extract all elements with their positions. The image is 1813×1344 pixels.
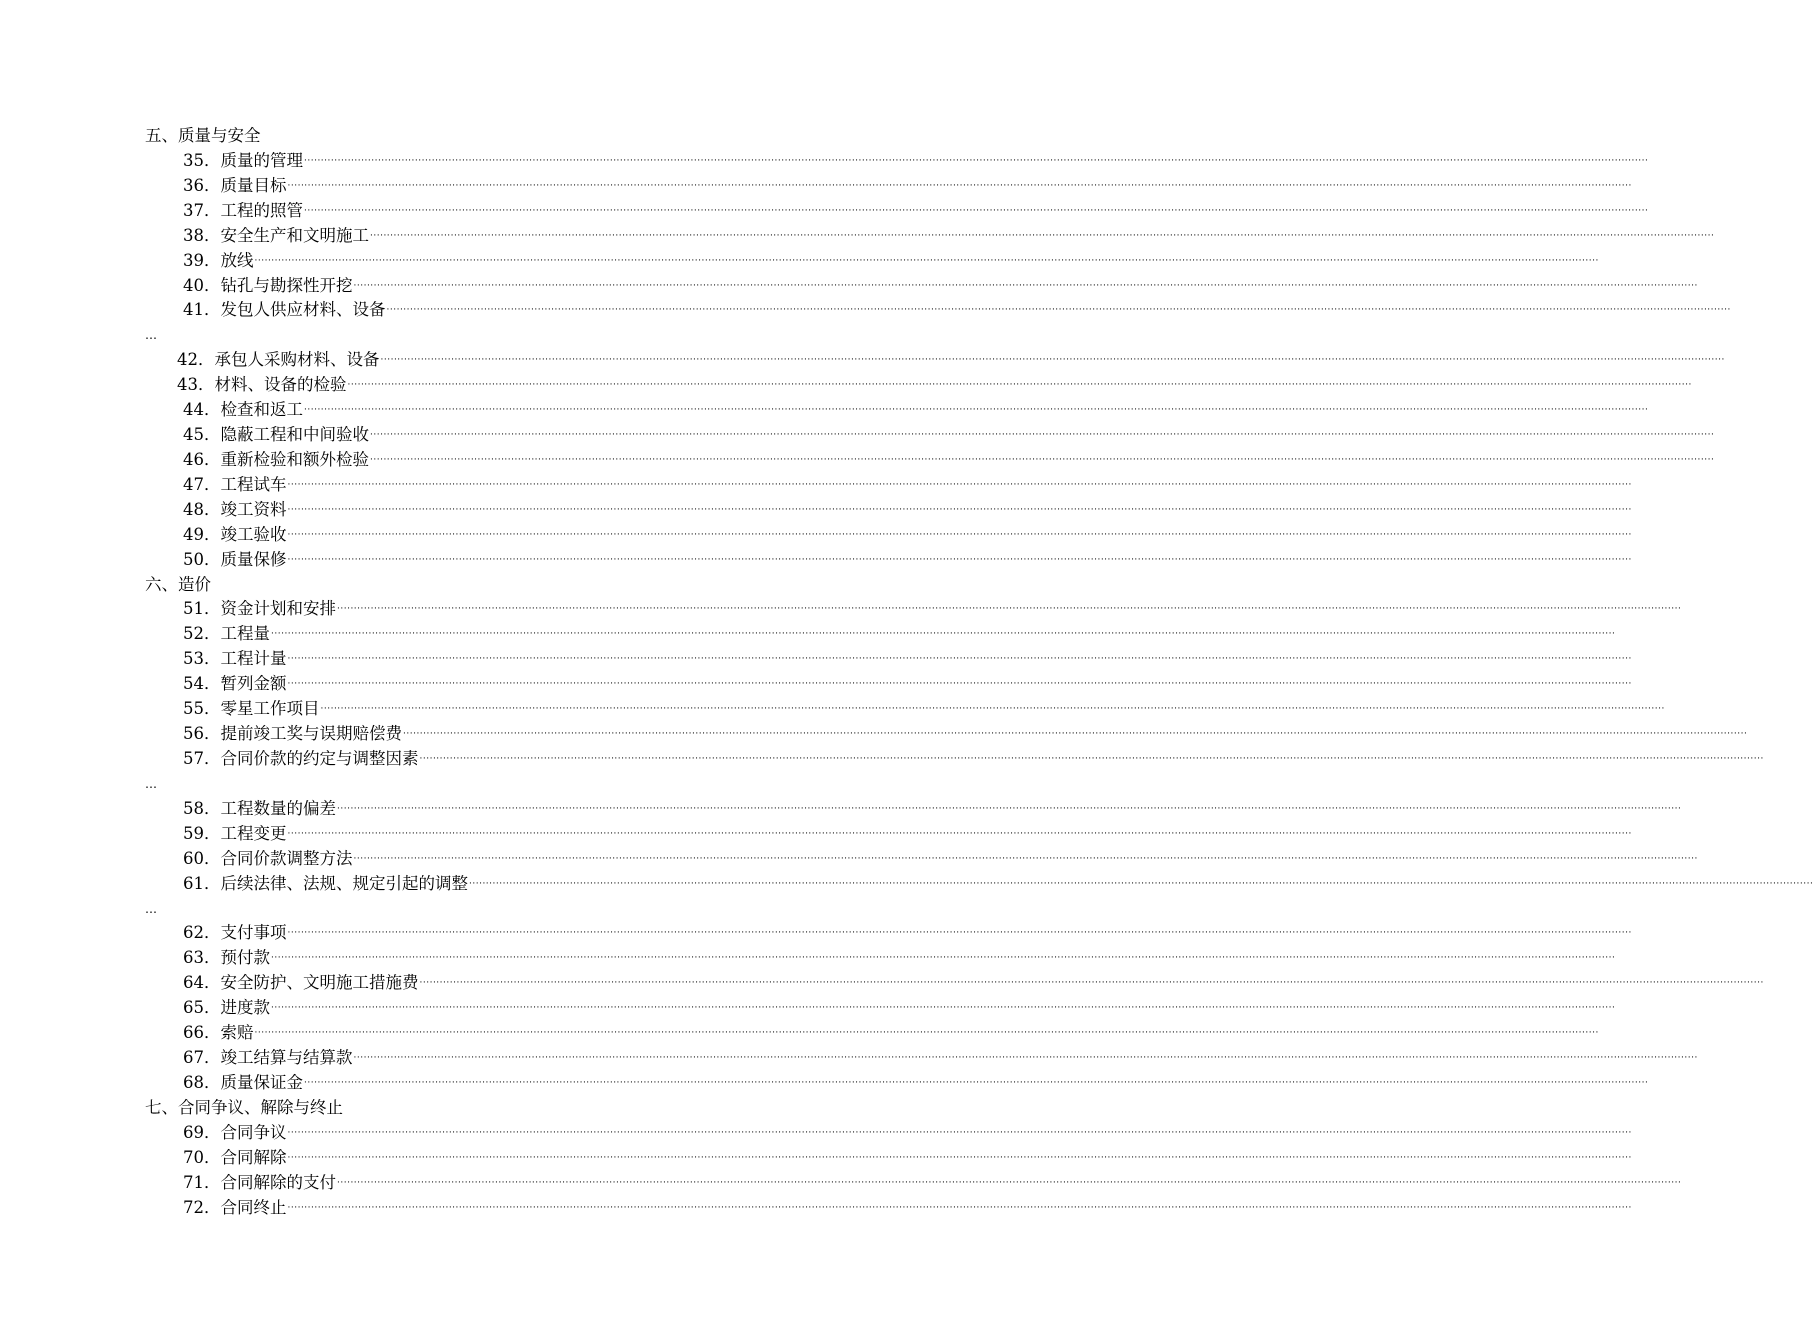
toc-entry[interactable] xyxy=(183,697,1665,721)
section-heading xyxy=(145,1096,805,1120)
leader-dots: ················································································································································································································································································································································································································ xyxy=(370,231,1715,241)
entry-title: 60．合同价款调整方法 xyxy=(183,847,353,871)
entry-title: 52．工程量 xyxy=(183,622,270,646)
toc-entry[interactable] xyxy=(183,1021,1599,1045)
leader-dots: ················································································································································································································································································································································································································ xyxy=(287,679,1632,689)
toc-entry[interactable] xyxy=(183,597,1682,621)
leader-dots: ················································································································································································································································································································································································································ xyxy=(287,829,1632,839)
leader-dots: ················································································································································································································································································································································································································ xyxy=(347,380,1692,390)
leader-dots: ················································································································································································································································································································································································································ xyxy=(469,879,1813,889)
leader-dots: ················································································································································································································································································································································································································ xyxy=(287,928,1632,938)
leader-dots: ················································································································································································································································································································································································································ xyxy=(287,505,1632,515)
leader-dots: ················································································································································································································································································································································································································ xyxy=(337,804,1682,814)
leader-dots: ················································································································································································································································································································································································································ xyxy=(287,530,1632,540)
entry-title: 39．放线 xyxy=(183,249,254,273)
toc-entry[interactable] xyxy=(183,548,1632,572)
toc-entry[interactable] xyxy=(183,797,1682,821)
section-title: 六、造价 xyxy=(145,573,211,597)
leader-dots: ················································································································································································································································································································································································································ xyxy=(271,953,1616,963)
toc-entry[interactable] xyxy=(183,1121,1632,1145)
toc-entry[interactable] xyxy=(183,199,1649,223)
leader-dots: ················································································································································································································································································································································································································ xyxy=(287,654,1632,664)
leader-dots: ················································································································································································································································································································································································································ xyxy=(254,1028,1599,1038)
entry-title: 63．预付款 xyxy=(183,946,270,970)
entry-title: 67．竣工结算与结算款 xyxy=(183,1046,353,1070)
entry-title: 55．零星工作项目 xyxy=(183,697,320,721)
leader-dots: ················································································································································································································································································································································································································ xyxy=(337,1178,1682,1188)
leader-dots: ················································································································································································································································································································································································································ xyxy=(419,978,1764,988)
entry-title: 48．竣工资料 xyxy=(183,498,287,522)
leader-dots: ················································································································································································································································································································································································································ xyxy=(380,355,1725,365)
leader-dots: ················································································································································································································································································································································································································ xyxy=(271,1003,1616,1013)
entry-title: 58．工程数量的偏差 xyxy=(183,797,336,821)
toc-entry[interactable] xyxy=(183,274,1698,298)
section-heading xyxy=(145,124,805,148)
toc-entry[interactable] xyxy=(183,398,1649,422)
toc-entry[interactable] xyxy=(183,1146,1632,1170)
toc-entry[interactable] xyxy=(183,847,1698,871)
entry-title: 65．进度款 xyxy=(183,996,270,1020)
entry-title: … xyxy=(145,323,157,347)
toc-entry[interactable] xyxy=(183,224,1715,248)
entry-title: … xyxy=(145,772,157,796)
toc-entry[interactable] xyxy=(183,672,1632,696)
entry-title: 71．合同解除的支付 xyxy=(183,1171,336,1195)
toc-entry[interactable] xyxy=(183,174,1632,198)
leader-dots: ················································································································································································································································································································································································································ xyxy=(353,1053,1698,1063)
entry-title: 45．隐蔽工程和中间验收 xyxy=(183,423,369,447)
toc-entry[interactable] xyxy=(183,498,1632,522)
leader-dots: ················································································································································································································································································································································································································ xyxy=(254,256,1599,266)
leader-dots: ················································································································································································································································································································································································································ xyxy=(304,156,1649,166)
toc-entry[interactable] xyxy=(183,448,1715,472)
leader-dots: ················································································································································································································································································································································································································ xyxy=(304,206,1649,216)
leader-dots: ················································································································································································································································································································································································································ xyxy=(337,604,1682,614)
leader-dots: ················································································································································································································································································································································································································ xyxy=(370,430,1715,440)
entry-title: 46．重新检验和额外检验 xyxy=(183,448,369,472)
leader-dots: ················································································································································································································································································································································································································ xyxy=(304,405,1649,415)
entry-title: 35．质量的管理 xyxy=(183,149,303,173)
entry-title: 49．竣工验收 xyxy=(183,523,287,547)
toc-entry[interactable] xyxy=(177,348,1725,372)
leader-dots: ················································································································································································································································································································································································································ xyxy=(304,1078,1649,1088)
entry-title: 51．资金计划和安排 xyxy=(183,597,336,621)
toc-continuation xyxy=(145,323,805,347)
toc-entry[interactable] xyxy=(183,249,1599,273)
entry-title: 50．质量保修 xyxy=(183,548,287,572)
entry-title: 68．质量保证金 xyxy=(183,1071,303,1095)
section-title: 五、质量与安全 xyxy=(145,124,261,148)
toc-continuation xyxy=(145,772,805,796)
entry-title: 40．钻孔与勘探性开挖 xyxy=(183,274,353,298)
toc-entry[interactable] xyxy=(183,946,1616,970)
leader-dots: ················································································································································································································································································································································································································ xyxy=(287,181,1632,191)
entry-title: … xyxy=(145,897,157,921)
leader-dots: ················································································································································································································································································································································································································ xyxy=(287,1128,1632,1138)
entry-title: 42．承包人采购材料、设备 xyxy=(177,348,380,372)
toc-entry[interactable] xyxy=(183,1196,1632,1220)
entry-title: 38．安全生产和文明施工 xyxy=(183,224,369,248)
leader-dots: ················································································································································································································································································································································································································ xyxy=(419,754,1764,764)
toc-entry[interactable] xyxy=(183,647,1632,671)
toc-entry[interactable] xyxy=(183,996,1616,1020)
entry-title: 57．合同价款的约定与调整因素 xyxy=(183,747,419,771)
section-title: 七、合同争议、解除与终止 xyxy=(145,1096,343,1120)
toc-entry[interactable] xyxy=(183,298,1731,322)
toc-entry[interactable] xyxy=(183,722,1748,746)
entry-title: 62．支付事项 xyxy=(183,921,287,945)
entry-title: 53．工程计量 xyxy=(183,647,287,671)
toc-entry[interactable] xyxy=(183,1171,1682,1195)
leader-dots: ················································································································································································································································································································································································································ xyxy=(353,854,1698,864)
toc-entry[interactable] xyxy=(183,822,1632,846)
toc-entry[interactable] xyxy=(177,373,1692,397)
toc-entry[interactable] xyxy=(183,423,1715,447)
entry-title: 61．后续法律、法规、规定引起的调整 xyxy=(183,872,468,896)
entry-title: 36．质量目标 xyxy=(183,174,287,198)
entry-title: 70．合同解除 xyxy=(183,1146,287,1170)
entry-title: 56．提前竣工奖与误期赔偿费 xyxy=(183,722,402,746)
entry-title: 41．发包人供应材料、设备 xyxy=(183,298,386,322)
entry-title: 69．合同争议 xyxy=(183,1121,287,1145)
leader-dots: ················································································································································································································································································································································································································ xyxy=(287,1203,1632,1213)
leader-dots: ················································································································································································································································································································································································································ xyxy=(403,729,1748,739)
toc-entry[interactable] xyxy=(183,149,1649,173)
entry-title: 64．安全防护、文明施工措施费 xyxy=(183,971,419,995)
leader-dots: ················································································································································································································································································································································································································ xyxy=(370,455,1715,465)
leader-dots: ················································································································································································································································································································································································································ xyxy=(287,1153,1632,1163)
section-heading xyxy=(145,573,805,597)
toc-entry[interactable] xyxy=(183,622,1616,646)
leader-dots: ················································································································································································································································································································································································································ xyxy=(320,704,1665,714)
toc-entry[interactable] xyxy=(183,1046,1698,1070)
entry-title: 47．工程试车 xyxy=(183,473,287,497)
toc-entry[interactable] xyxy=(183,872,1813,896)
entry-title: 54．暂列金额 xyxy=(183,672,287,696)
leader-dots: ················································································································································································································································································································································································································ xyxy=(287,480,1632,490)
entry-title: 43．材料、设备的检验 xyxy=(177,373,347,397)
toc-entry[interactable] xyxy=(183,921,1632,945)
toc-continuation xyxy=(145,897,805,921)
toc-entry[interactable] xyxy=(183,971,1764,995)
leader-dots: ················································································································································································································································································································································································································ xyxy=(271,629,1616,639)
entry-title: 37．工程的照管 xyxy=(183,199,303,223)
leader-dots: ················································································································································································································································································································································································································ xyxy=(287,555,1632,565)
entry-title: 66．索赔 xyxy=(183,1021,254,1045)
toc-entry[interactable] xyxy=(183,473,1632,497)
toc-entry[interactable] xyxy=(183,523,1632,547)
leader-dots: ················································································································································································································································································································································································································ xyxy=(386,305,1731,315)
toc-entry[interactable] xyxy=(183,1071,1649,1095)
leader-dots: ················································································································································································································································································································································································································ xyxy=(353,281,1698,291)
entry-title: 44．检查和返工 xyxy=(183,398,303,422)
entry-title: 59．工程变更 xyxy=(183,822,287,846)
entry-title: 72．合同终止 xyxy=(183,1196,287,1220)
toc-entry[interactable] xyxy=(183,747,1764,771)
